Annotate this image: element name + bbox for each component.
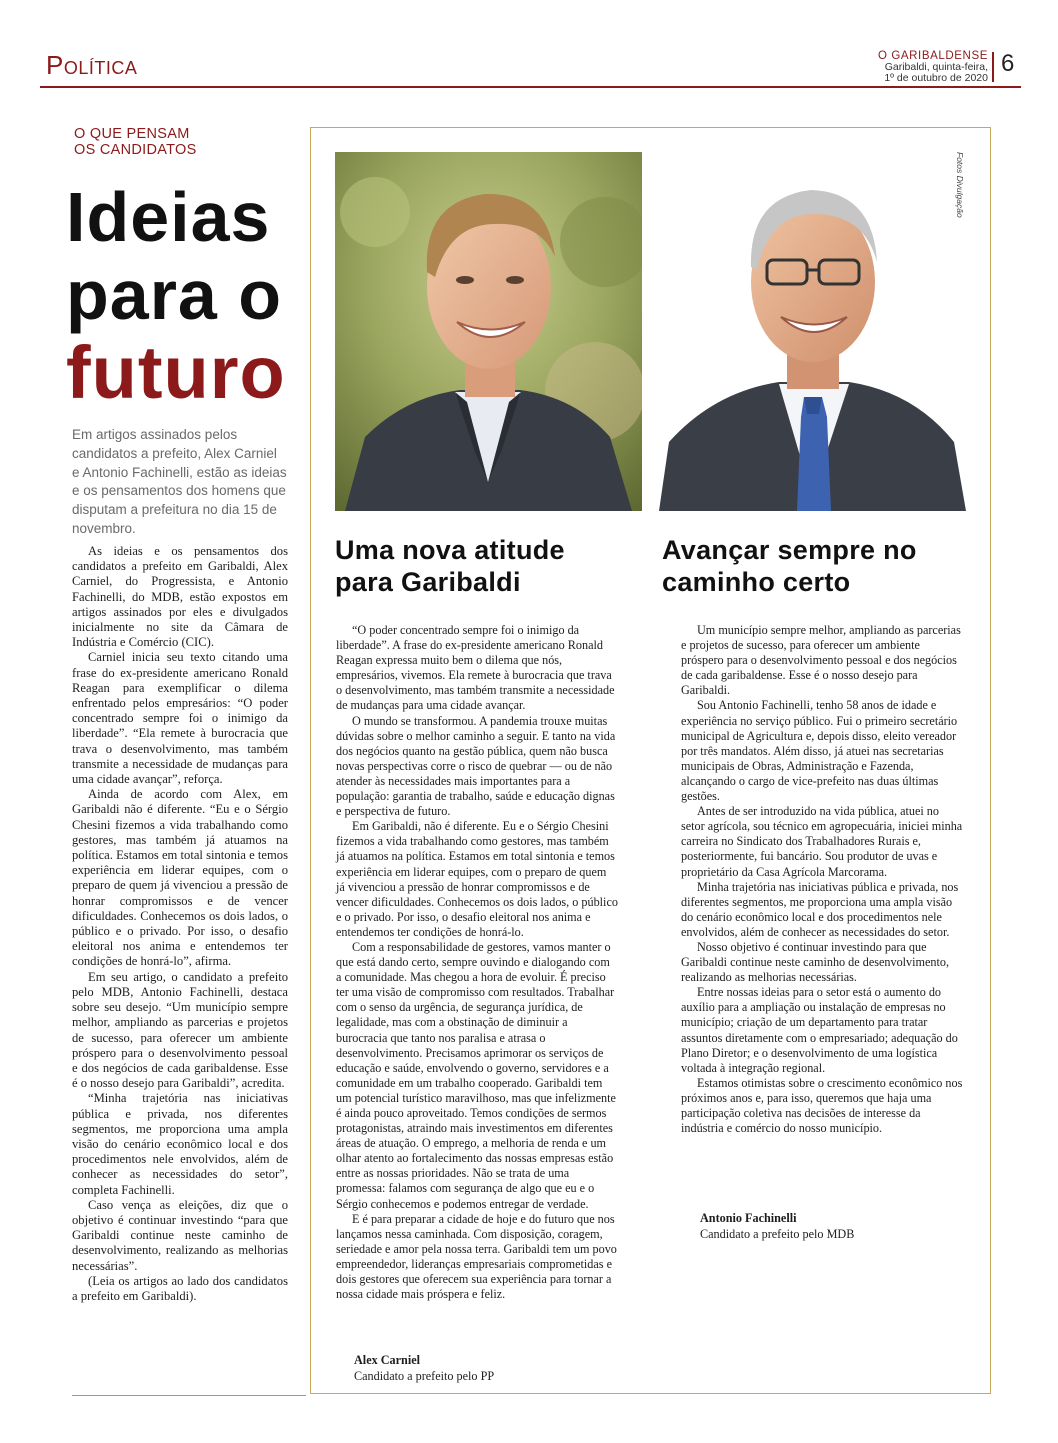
- signature-right: [700, 1210, 854, 1242]
- candidate-photo-antonio-fachinelli: [659, 152, 966, 511]
- headline-line: Ideias: [66, 178, 271, 256]
- masthead: [878, 50, 988, 84]
- article-body-right: [681, 623, 963, 1136]
- paragraph: Ainda de acordo com Alex, em Garibaldi não é diferente. “Eu e o Sérgio Chesini fizemos a vida trabalhando como gestores, mas também já atuamos na política. Estamos em total sintonia e temos experiência em liderar equipes, com o preparo de quem já vivenciou a pressão de honrar compromissos e de vencer dificuldades. Conhecemos os dois lados, o público e o privado. Por isso, o desafio eleitoral nos anima e entendemos ter condições de honrá-lo”, afirma.: [72, 787, 288, 969]
- kicker-line: OS CANDIDATOS: [74, 141, 197, 158]
- section-title: Política: [46, 50, 138, 80]
- paragraph: Com a responsabilidade de gestores, vamos manter o que está dando certo, sempre ouvindo e dialogando com a comunidade. Mas chegou a hora de evoluir. É preciso ter uma visão de compromisso com resultados. Trabalhar com o senso da urgência, de segurança jurídica, de legalidade, mas com a obstinação de diminuir a burocracia que tanto nos paralisa e atrasa o desenvolvimento. Precisamos aprimorar os serviços de educação e saúde, envolvendo o governo, servidores e a comunidade em um trabalho cooperado. Garibaldi tem um potencial turístico maravilhoso, mas que infelizmente é ainda pouco aproveitado. Temos condições de sermos protagonistas, atraindo mais investimentos em diferentes áreas de atuação. O emprego, a melhoria de renda e um olhar atento ao fortalecimento das nossas empresas estão entre as nossas prioridades. Não se trata de uma promessa: falamos com segurança de algo que eu e o Sérgio conhecemos e podemos entregar de verdade.: [336, 939, 616, 1211]
- page-number: 6: [1001, 50, 1015, 77]
- paragraph: Nosso objetivo é continuar investindo para que Garibaldi continue neste caminho de desenvolvimento, realizando as melhorias necessárias.: [681, 939, 950, 985]
- paragraph: Entre nossas ideias para o setor está o aumento do auxílio para a ampliação ou instalação de empresas no município; criação de um departamento para tratar assuntos diretamente com o empresariado; adequação do Plano Diretor; e o desenvolvimento de uma logística voltada à integração regional.: [681, 985, 958, 1075]
- signature-role: Candidato a prefeito pelo PP: [354, 1369, 495, 1383]
- paragraph: Sou Antonio Fachinelli, tenho 58 anos de idade e experiência no serviço público. Fui o primeiro secretário municipal de Agricultura e, depois disso, eleito vereador por três mandatos. Além disso, já atuei nas secretarias municipais de Obras, Administração e Fazenda, alcançando o cargo de vice-prefeito nas duas últimas gestões.: [681, 698, 958, 804]
- article-body-left: [336, 623, 618, 1302]
- signature-name: Alex Carniel: [354, 1353, 421, 1367]
- kicker: [74, 127, 197, 159]
- paragraph: Em Garibaldi, não é diferente. Eu e o Sérgio Chesini fizemos a vida trabalhando como gestores, mas também já atuamos na política. Estamos em total sintonia e temos experiência em liderar equipes, com o preparo de quem já vivenciou a pressão de honrar compromissos e de vencer dificuldades. Conhecemos os dois lados, o público e o privado. Por isso, o desafio eleitoral nos anima e entendemos ter condições de honrá-lo.: [336, 819, 618, 939]
- paragraph: Antes de ser introduzido na vida pública, atuei no setor agrícola, sou técnico em agropecuária, iniciei minha carreira no Sindicato dos Trabalhadores Rurais e, posteriormente, fui bancário. Sou produtor de uvas e proprietário da Casa Agrícola Marcorama.: [681, 804, 963, 879]
- paragraph: “Minha trajetória nas iniciativas pública e privada, nos diferentes segmentos, me proporciona uma ampla visão do cenário econômico local e dos procedimentos nele envolvidos, além de conhecer as necessidades do setor”, completa Fachinelli.: [72, 1091, 288, 1197]
- paragraph: Um município sempre melhor, ampliando as parcerias e projetos de sucesso, para oferecer um ambiente próspero para o desenvolvimento pessoal e dos negócios de cada garibaldense. Esse é o nosso desejo para Garibaldi.: [681, 623, 961, 698]
- photo-credit: Fotos Divulgação: [955, 152, 965, 218]
- lead-article-body: [72, 544, 288, 1304]
- page-number-divider: [992, 52, 994, 82]
- intro-standfirst: Em artigos assinados pelos candidatos a prefeito, Alex Carniel e Antonio Fachinelli, estão as ideias e os pensamentos dos homens que disputam a prefeitura no dia 15 de novembro.: [72, 427, 287, 536]
- paragraph: E é para preparar a cidade de hoje e do futuro que nos lançamos nessa caminhada. Com disposição, coragem, seriedade e amor pela nossa terra. Garibaldi tem um povo empreendedor, lideranças empresariais comprometidas e dois gestores que oferecem sua experiência para tornar a nossa cidade mais próspera e feliz.: [336, 1211, 617, 1302]
- paragraph: As ideias e os pensamentos dos candidatos a prefeito em Garibaldi, Alex Carniel, do Progressista, e Antonio Fachinelli, do MDB, estão expostos em artigos assinados por eles e divulgados inicialmente no site da Câmara de Indústria e Comércio (CIC).: [72, 544, 288, 650]
- paragraph: “O poder concentrado sempre foi o inimigo da liberdade”. A frase do ex-presidente americano Ronald Reagan expressa muito bem o dilema que nós, empresários, vivemos. Ela remete à burocracia que trava o desenvolvimento, mas também transmite a necessidade de mudanças para uma cidade avançar.: [336, 623, 615, 713]
- paragraph: Em seu artigo, o candidato a prefeito pelo MDB, Antonio Fachinelli, destaca sobre seu desejo. “Um município sempre melhor, ampliando as parcerias e projetos de sucesso, para oferecer um ambiente próspero para o desenvolvimento pessoal e dos negócios de cada garibaldense. Esse é o nosso desejo para Garibaldi”, acredita.: [72, 969, 288, 1091]
- paragraph: Caso vença as eleições, diz que o objetivo é continuar investindo “para que Garibaldi continue neste caminho de desenvolvimento, realizando as melhorias necessárias”.: [72, 1197, 288, 1273]
- paragraph: Estamos otimistas sobre o crescimento econômico nos próximos anos e, para isso, queremos que haja uma participação coletiva nas decisões de interesse da indústria e comércio do nosso município.: [681, 1075, 963, 1136]
- article-title-left: [335, 534, 642, 598]
- title-line: Uma nova atitude: [335, 535, 565, 565]
- paragraph: O mundo se transformou. A pandemia trouxe muitas dúvidas sobre o melhor caminho a seguir. E tanto na vida dos negócios quanto na gestão pública, quem não busca novas perspectivas corre o risco de quebrar — ou de não atender às necessidades mais importantes para a população: garantia de trabalho, saúde e educação dignas e perspectiva de futuro.: [336, 713, 616, 819]
- edition-date: 1º de outubro de 2020: [884, 72, 988, 85]
- title-line: Avançar sempre no: [662, 535, 917, 565]
- paragraph: Carniel inicia seu texto citando uma frase do ex-presidente americano Ronald Reagan para exemplificar o dilema enfrentado pelos empresários: “O poder concentrado sempre foi o inimigo da liberdade”. “Ela remete à burocracia que trava o desenvolvimento, mas também transmite a necessidade de mudanças para uma cidade avançar”, reforça.: [72, 650, 288, 787]
- headline: [66, 178, 286, 412]
- paragraph: Minha trajetória nas iniciativas pública e privada, nos diferentes segmentos, me proporciona uma ampla visão do cenário econômico local e dos procedimentos nele envolvidos, além de conhecer as necessidades do setor.: [681, 879, 959, 939]
- signature-name: Antonio Fachinelli: [700, 1211, 797, 1225]
- candidate-photo-alex-carniel: [335, 152, 642, 511]
- edition-location: Garibaldi, quinta-feira,: [884, 61, 988, 74]
- title-line: para Garibaldi: [335, 567, 521, 597]
- headline-line: para o: [66, 256, 283, 334]
- headline-accent: futuro: [66, 331, 286, 414]
- title-line: caminho certo: [662, 567, 851, 597]
- paragraph: (Leia os artigos ao lado dos candidatos a prefeito em Garibaldi).: [72, 1273, 288, 1303]
- kicker-line: O QUE PENSAM: [74, 126, 190, 142]
- signature-role: Candidato a prefeito pelo MDB: [700, 1227, 855, 1241]
- signature-left: [354, 1352, 494, 1384]
- column-end-rule: [72, 1395, 306, 1396]
- header-rule: [40, 86, 1021, 88]
- newspaper-name: O GARIBALDENSE: [877, 50, 988, 62]
- article-title-right: [662, 534, 969, 598]
